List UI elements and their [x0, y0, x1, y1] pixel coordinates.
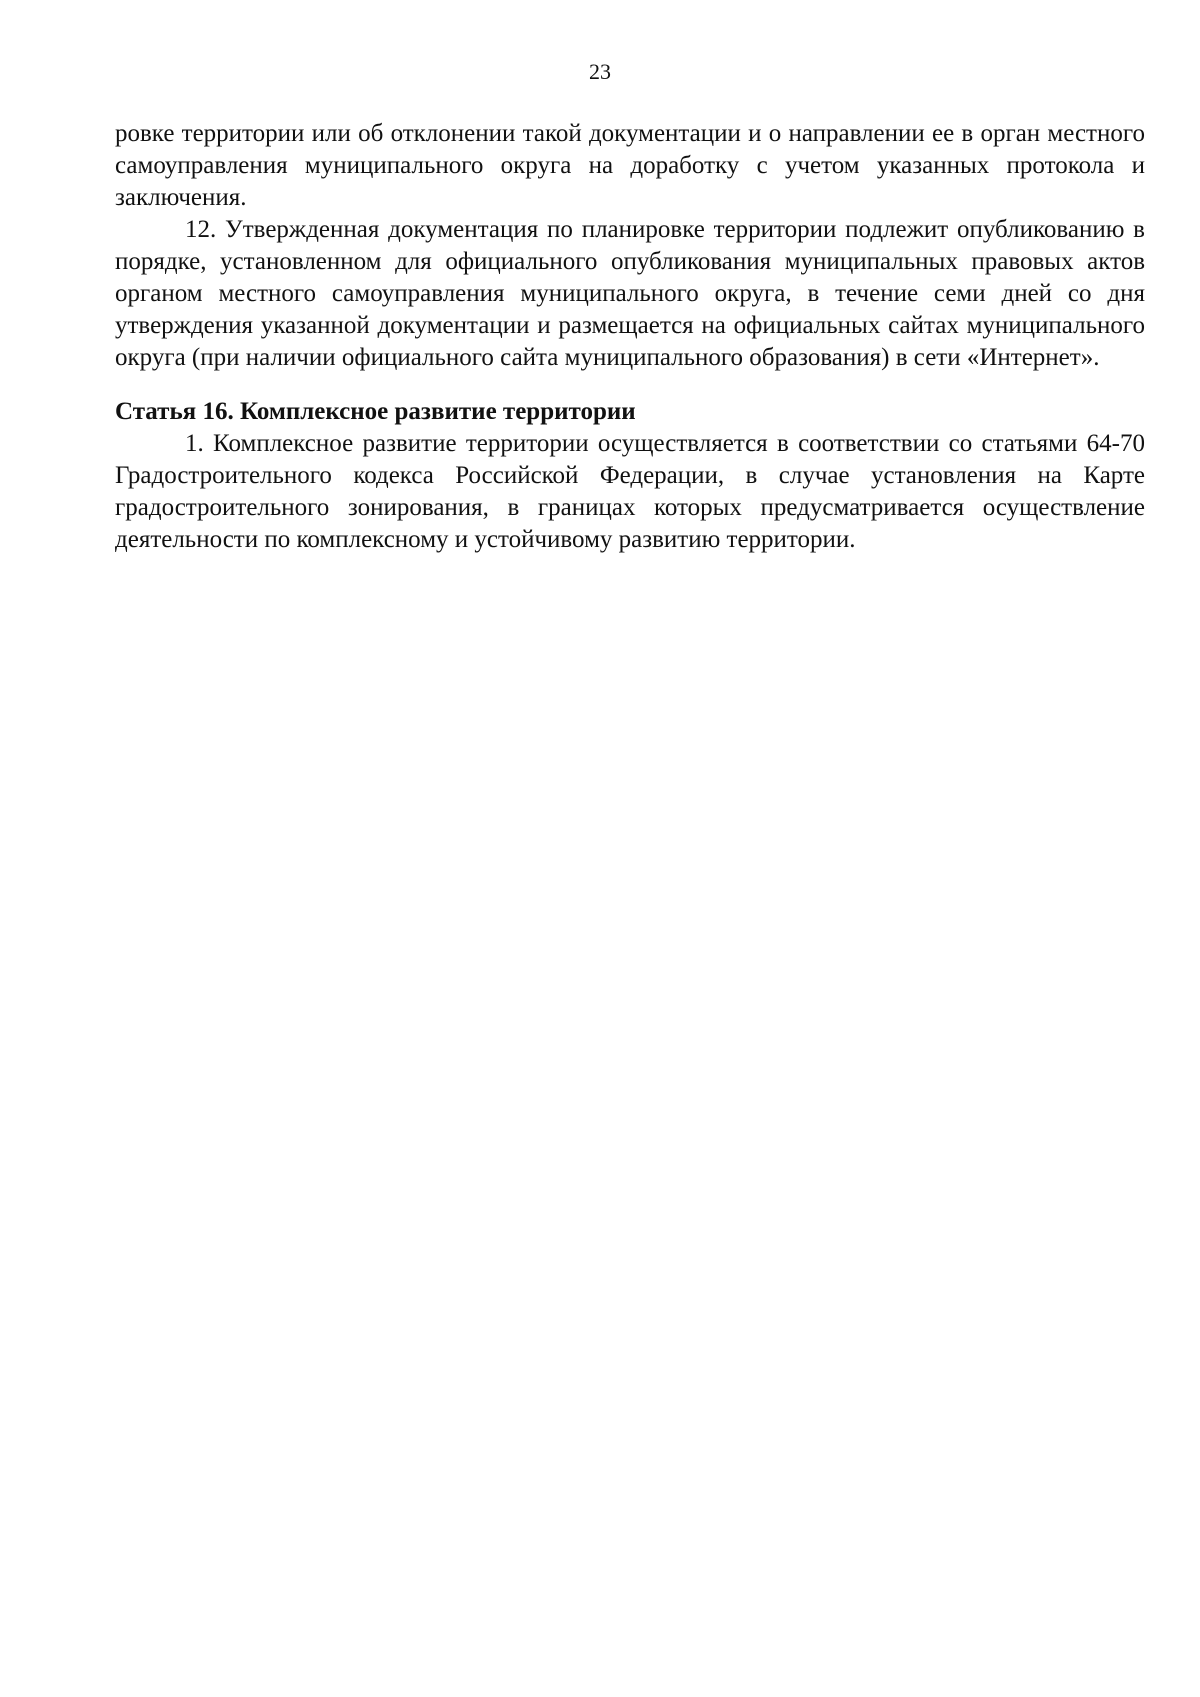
paragraph-continuation: ровке территории или об отклонении такой документации и о направлении ее в орган местного самоуправления муниципального округа на доработку с учетом указанных протокола и заключения.: [115, 120, 1145, 211]
paragraph-item-12: 12. Утвержденная документация по планировке территории подлежит опубликованию в порядке, установленном для официального опубликования муниципальных правовых актов органом местного самоуправления муниципального округа, в течение семи дней со дня утверждения указанной документации и размещается на официальных сайтах муниципального округа (при наличии официального сайта муниципального образования) в сети «Интернет».: [115, 216, 1145, 371]
page-number: 23: [589, 59, 611, 84]
document-body: [115, 118, 1145, 556]
article-16-heading: Статья 16. Комплексное развитие территории: [115, 398, 636, 425]
article-16-paragraph-1: 1. Комплексное развитие территории осуществляется в соответствии со статьями 64-70 Градостроительного кодекса Российской Федерации, в случае установления на Карте градостроительного зонирования, в границах которых предусматривается осуществление деятельности по комплексному и устойчивому развитию территории.: [115, 430, 1145, 553]
